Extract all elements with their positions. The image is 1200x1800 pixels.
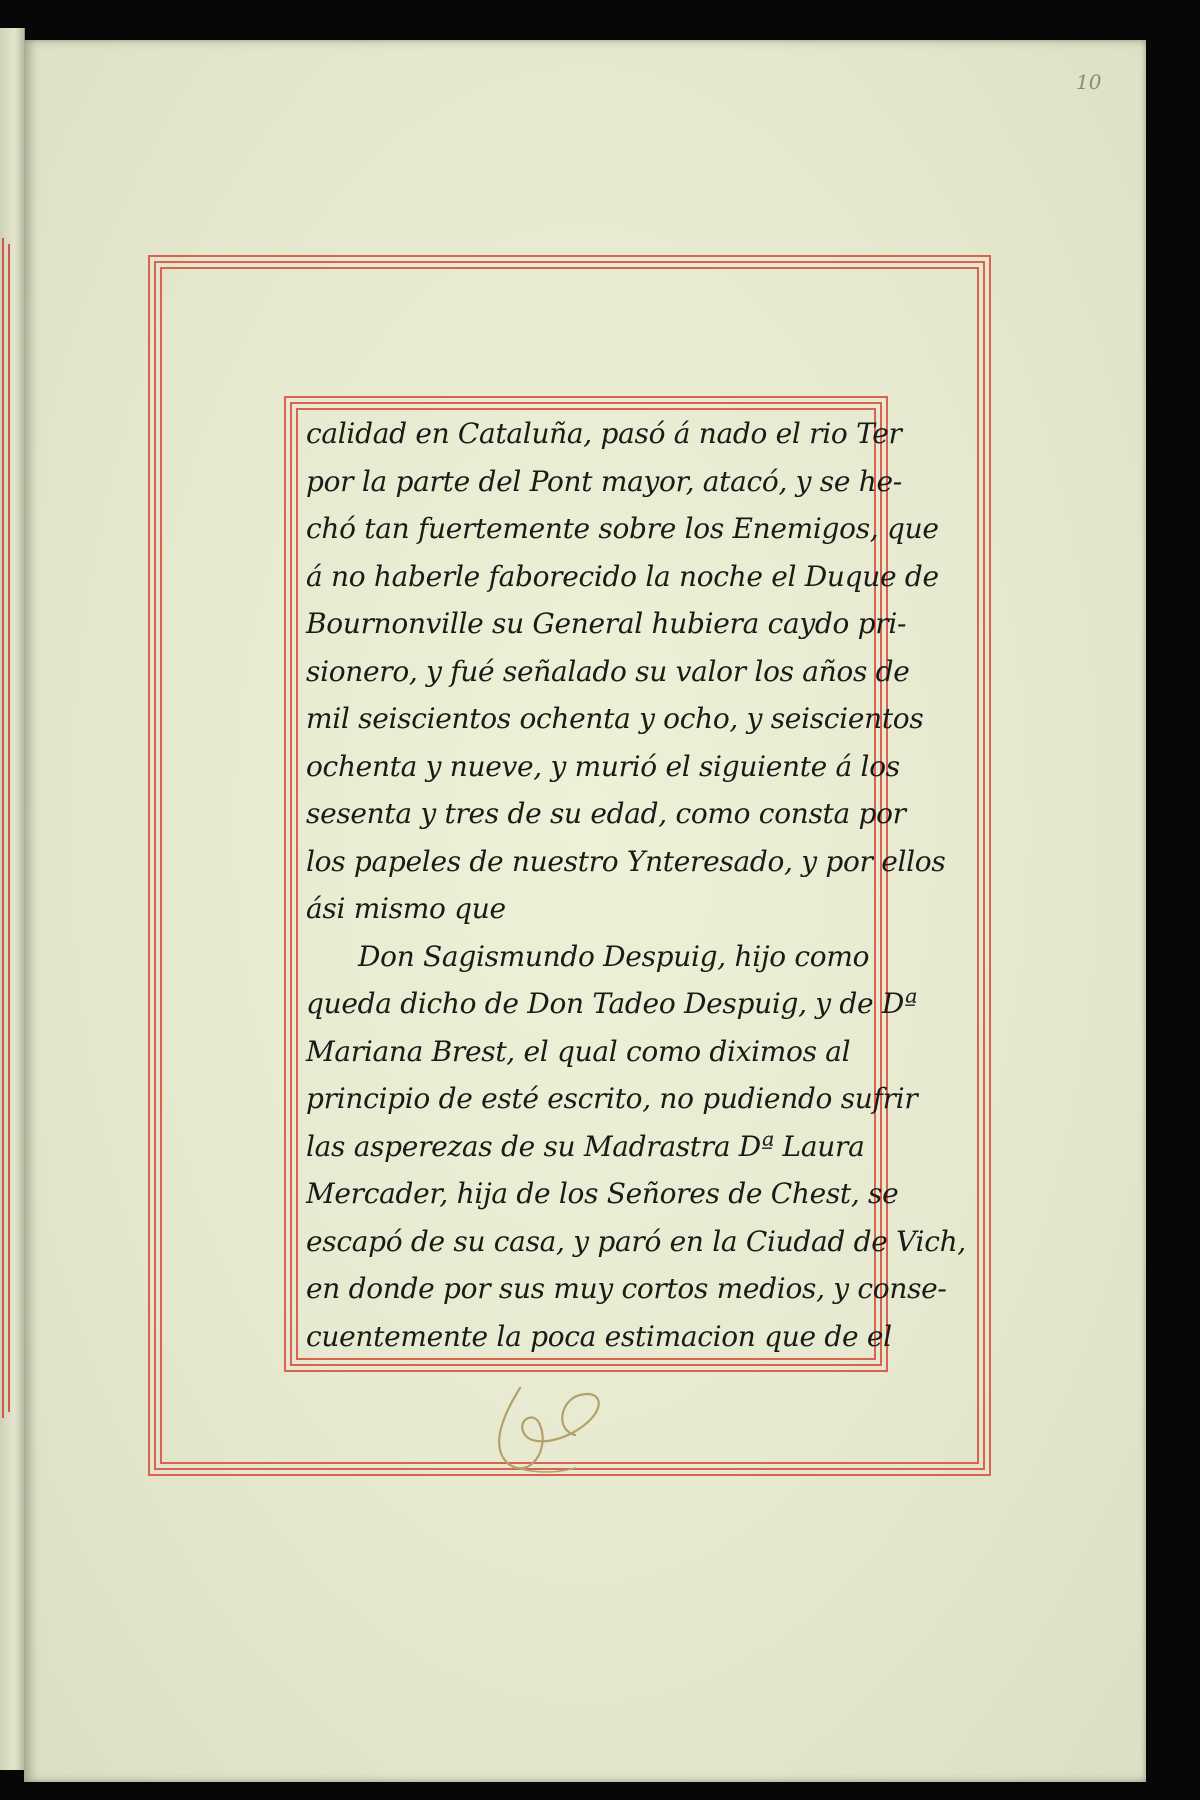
text-line: principio de esté escrito, no pudiendo sufrir — [306, 1082, 918, 1115]
text-line: los papeles de nuestro Ynteresado, y por ellos — [306, 844, 946, 878]
text-line: queda dicho de Don Tadeo Despuig, y de Dª — [306, 987, 918, 1020]
text-line: mil seiscientos ochenta y ocho, y seiscientos — [306, 702, 924, 735]
text-line: en donde por sus muy cortos medios, y conse- — [306, 1272, 947, 1305]
paragraph-start-line: Don Sagismundo Despuig, hijo como — [358, 939, 870, 973]
manuscript-text — [306, 410, 966, 1360]
text-line: cuentemente la poca estimacion que de el — [306, 1319, 892, 1353]
text-line: Mercader, hija de los Señores de Chest, se — [306, 1177, 899, 1210]
text-line: Bournonville su General hubiera caydo pri- — [306, 607, 907, 640]
text-line: por la parte del Pont mayor, atacó, y se he- — [306, 464, 902, 498]
folio-number: 10 — [1076, 70, 1102, 94]
text-line: á no haberle faborecido la noche el Duque de — [306, 559, 939, 593]
previous-page-rule — [8, 244, 10, 1412]
text-line: sesenta y tres de su edad, como consta por — [306, 797, 906, 830]
text-line: Mariana Brest, el qual como diximos al — [306, 1034, 851, 1068]
text-line: ochenta y nueve, y murió el siguiente á los — [306, 749, 900, 783]
text-line: las asperezas de su Madrastra Dª Laura — [306, 1129, 865, 1163]
text-line: sionero, y fué señalado su valor los años de — [306, 654, 910, 688]
text-line: chó tan fuertemente sobre los Enemigos, que — [306, 512, 939, 545]
previous-page-edge — [0, 28, 25, 1770]
pencil-flourish-icon — [480, 1380, 630, 1480]
text-line: calidad en Cataluña, pasó á nado el rio Ter — [306, 417, 902, 450]
text-line: escapó de su casa, y paró en la Ciudad de Vich, — [306, 1224, 966, 1258]
text-line: ási mismo que — [306, 892, 506, 925]
previous-page-rule — [2, 238, 4, 1418]
